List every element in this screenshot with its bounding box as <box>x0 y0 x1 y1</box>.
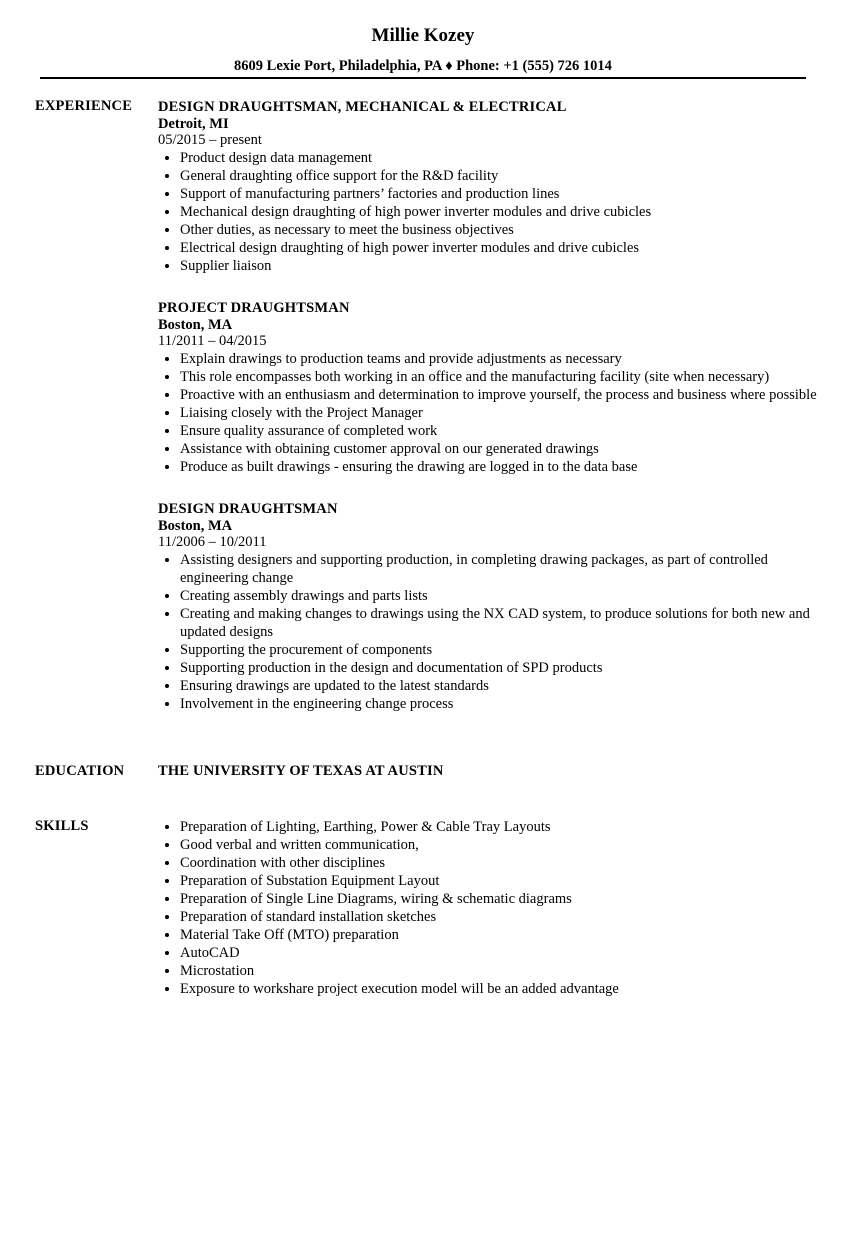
list-item: This role encompasses both working in an office and the manufacturing facility (site when necessary) <box>180 368 820 386</box>
list-item: Mechanical design draughting of high power inverter modules and drive cubicles <box>180 203 820 221</box>
job-title: DESIGN DRAUGHTSMAN, MECHANICAL & ELECTRICAL <box>158 99 567 115</box>
section-title-skills: SKILLS <box>35 818 89 834</box>
skills-section <box>0 818 860 998</box>
list-item: Product design data management <box>180 149 820 167</box>
job-bullets <box>158 551 820 713</box>
experience-section <box>0 98 860 713</box>
job-title: DESIGN DRAUGHTSMAN <box>158 501 338 517</box>
job-location: Detroit, MI <box>158 116 229 132</box>
job-dates: 11/2006 – 10/2011 <box>158 534 267 550</box>
contact-line: 8609 Lexie Port, Philadelphia, PA ♦ Phone: +1 (555) 726 1014 <box>234 58 612 74</box>
job-entry <box>158 299 818 476</box>
job-title: PROJECT DRAUGHTSMAN <box>158 300 350 316</box>
list-item: Involvement in the engineering change process <box>180 695 820 713</box>
section-title-experience: EXPERIENCE <box>35 98 133 114</box>
education-section <box>0 763 860 783</box>
job-location: Boston, MA <box>158 317 233 333</box>
candidate-name: Millie Kozey <box>371 25 475 46</box>
list-item: Ensure quality assurance of completed work <box>180 422 820 440</box>
job-bullets <box>158 350 820 476</box>
list-item: Creating assembly drawings and parts lists <box>180 587 820 605</box>
skills-list-wrapper <box>158 818 818 998</box>
skills-list <box>158 818 820 998</box>
job-entry <box>158 500 818 713</box>
list-item: Other duties, as necessary to meet the business objectives <box>180 221 820 239</box>
list-item: Material Take Off (MTO) preparation <box>180 926 820 944</box>
list-item: Assistance with obtaining customer approval on our generated drawings <box>180 440 820 458</box>
list-item: Liaising closely with the Project Manager <box>180 404 820 422</box>
school-name: THE UNIVERSITY OF TEXAS AT AUSTIN <box>158 763 444 779</box>
job-location: Boston, MA <box>158 518 233 534</box>
list-item: Produce as built drawings - ensuring the drawing are logged in to the data base <box>180 458 820 476</box>
list-item: Preparation of Lighting, Earthing, Power & Cable Tray Layouts <box>180 818 820 836</box>
list-item: Assisting designers and supporting production, in completing drawing packages, as part of controlled engineering change <box>180 551 820 587</box>
job-dates: 05/2015 – present <box>158 132 262 148</box>
list-item: AutoCAD <box>180 944 820 962</box>
list-item: Preparation of standard installation sketches <box>180 908 820 926</box>
list-item: Supporting production in the design and documentation of SPD products <box>180 659 820 677</box>
list-item: Proactive with an enthusiasm and determination to improve yourself, the process and business where possible <box>180 386 820 404</box>
list-item: Supporting the procurement of components <box>180 641 820 659</box>
list-item: Electrical design draughting of high power inverter modules and drive cubicles <box>180 239 820 257</box>
list-item: Coordination with other disciplines <box>180 854 820 872</box>
section-title-education: EDUCATION <box>35 763 125 779</box>
list-item: Ensuring drawings are updated to the latest standards <box>180 677 820 695</box>
list-item: Good verbal and written communication, <box>180 836 820 854</box>
list-item: Explain drawings to production teams and provide adjustments as necessary <box>180 350 820 368</box>
list-item: Supplier liaison <box>180 257 820 275</box>
list-item: Exposure to workshare project execution model will be an added advantage <box>180 980 820 998</box>
list-item: Preparation of Substation Equipment Layout <box>180 872 820 890</box>
list-item: Creating and making changes to drawings using the NX CAD system, to produce solutions for both new and updated designs <box>180 605 820 641</box>
list-item: Support of manufacturing partners’ factories and production lines <box>180 185 820 203</box>
list-item: General draughting office support for the R&D facility <box>180 167 820 185</box>
list-item: Microstation <box>180 962 820 980</box>
job-entry <box>158 98 818 275</box>
list-item: Preparation of Single Line Diagrams, wiring & schematic diagrams <box>180 890 820 908</box>
job-dates: 11/2011 – 04/2015 <box>158 333 267 349</box>
job-bullets <box>158 149 820 275</box>
header-divider <box>40 77 806 79</box>
